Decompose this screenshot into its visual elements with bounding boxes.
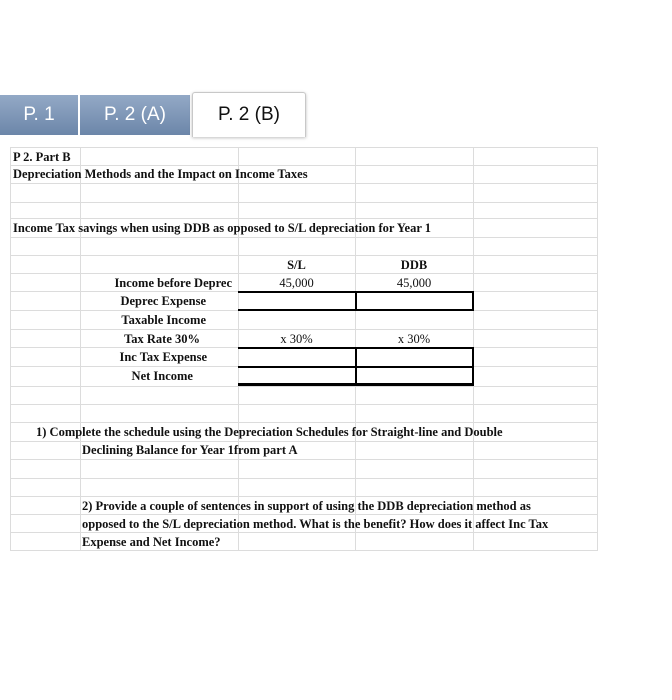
- question-1-line-1: 1) Complete the schedule using the Depreciation Schedules for Straight-line and Double: [36, 425, 503, 439]
- row-label-taxable-income: Taxable Income: [121, 313, 206, 327]
- tab-p2a[interactable]: [80, 95, 190, 135]
- sheet-title: P 2. Part B: [13, 150, 71, 164]
- section-heading: Income Tax savings when using DDB as opposed to S/L depreciation for Year 1: [13, 221, 432, 235]
- cell-sl-income-before-deprec[interactable]: 45,000: [279, 276, 314, 290]
- tab-label: P. 1: [23, 104, 55, 125]
- row-label-tax-rate: Tax Rate 30%: [124, 332, 200, 346]
- input-border-double-bottom: [238, 383, 473, 386]
- tab-label: P. 2 (A): [104, 104, 166, 125]
- input-border-right: [472, 291, 474, 311]
- sheet-subtitle: Depreciation Methods and the Impact on Income Taxes: [13, 167, 308, 181]
- cell-sl-tax-rate[interactable]: x 30%: [280, 332, 313, 346]
- cell-ddb-tax-rate[interactable]: x 30%: [397, 332, 431, 346]
- cell-ddb-income-before-deprec[interactable]: 45,000: [396, 276, 432, 290]
- row-label-deprec-expense: Deprec Expense: [120, 294, 206, 308]
- row-label-income-before-deprec: Income before Deprec: [114, 276, 232, 290]
- input-border-bottom: [238, 309, 473, 311]
- tab-label: P. 2 (B): [218, 104, 280, 125]
- tab-p1[interactable]: [0, 95, 78, 135]
- tab-p2b[interactable]: [192, 92, 306, 137]
- input-border-middle: [238, 366, 473, 368]
- question-2-line-2: opposed to the S/L depreciation method. What is the benefit? How does it affect Inc Tax: [82, 517, 549, 531]
- input-border-divider: [355, 291, 357, 311]
- column-header-ddb: DDB: [400, 258, 428, 272]
- row-label-net-income: Net Income: [131, 369, 193, 383]
- question-1-line-2: Declining Balance for Year 1from part A: [82, 443, 298, 457]
- column-header-sl: S/L: [287, 258, 306, 272]
- question-2-line-3: Expense and Net Income?: [82, 535, 221, 549]
- row-label-inc-tax-expense: Inc Tax Expense: [119, 350, 207, 364]
- question-2-line-1: 2) Provide a couple of sentences in support of using the DDB depreciation method as: [82, 499, 531, 513]
- spreadsheet-grid[interactable]: [10, 147, 598, 551]
